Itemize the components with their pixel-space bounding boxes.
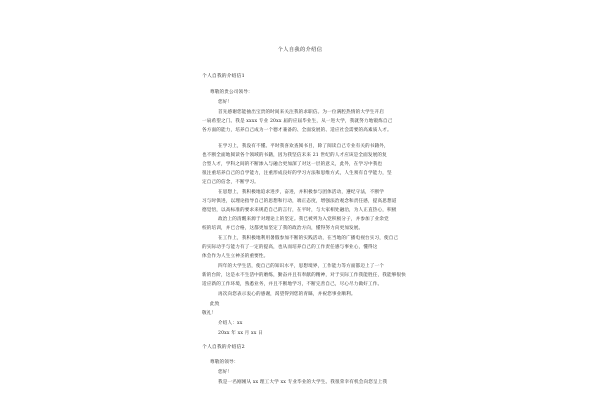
letter1-paragraph-line: 很注重培养自己的自学能力，注重形成良好的学习方法和思维方式，人生须有自学能力，坚 — [202, 171, 392, 176]
letter1-paragraph-line: 一扇希望之门。我是 xxxx 专业 20xx 届的应届毕业生，从一进大学，我就努力地锻炼自己 — [202, 119, 393, 124]
letter1-paragraph-line: 政治上的清醒来源于对理论上的坚定。我已被列为入党积极分子，并参加了业余党 — [218, 217, 389, 222]
letter1-date: 20xx 年 xx 月 xx 日 — [218, 331, 263, 336]
letter1-closing: 敬礼！ — [202, 311, 217, 316]
letter1-paragraph-line: 校的培训，并已合格，这都更加坚定了我的政治方向，懂得努力向更加发展。 — [202, 226, 364, 231]
letter2-paragraph-line: 我是一名刚刚从 xx 理工大学 xx 专业毕业的大学生。我很荣幸有机会向您呈上我 — [218, 380, 388, 385]
letter2-heading: 个人自我的介绍信2 — [202, 345, 245, 350]
letter1-paragraph-line: 习与时俱进，以理论指导自己的思想和行动，端正态度，增强法治观念和责任感，提高思想道 — [202, 199, 397, 204]
letter2-greeting: 您好！ — [218, 370, 233, 375]
letter1-paragraph-line: 各方面的能力，培养自己成为一个德才兼备的、全面发展的、适应社会需要的高素质人才。 — [202, 128, 392, 133]
letter1-heading: 个人自我的介绍信1 — [202, 74, 245, 79]
letter1-paragraph-line: 四年的大学生活，使自己的知识水平，思想境界，工作能力等方面都迈上了一个 — [218, 264, 385, 269]
letter2-salutation: 尊敬的领导： — [210, 360, 239, 365]
letter1-paragraph-line: 定自己的信念，不断学习。 — [202, 180, 259, 185]
letter1-paragraph-line: 在工作上，我积极地利用暑假参加不断的实践活动，在当地的广播电视台实习，使自己 — [218, 236, 399, 241]
letter1-paragraph-line: 德觉悟，以高标准的要求来规范自己的言行，在平时，与大家相处融洽，为人正直热心，积极 — [202, 208, 397, 213]
letter1-paragraph-line: 首先感谢您能抽出宝贵的时间来关注我的求职信。为一位满腔热情的大学生开启 — [218, 110, 385, 115]
letter1-paragraph-line: 也不断全面地阅读各个领域的书籍，因为我坚信未来 21 世纪的人才应该是全面发展的复 — [202, 153, 387, 158]
letter1-paragraph-line: 在学习上，我没有不懂。平时我喜欢查阅书目，除了阅读自己专业有关的书籍外， — [218, 144, 389, 149]
letter1-paragraph-line: 在思想上，我积极地追求进步，奋进，并积极参与团体活动，遵纪守法，不断学 — [218, 190, 385, 195]
letter1-salutation: 尊敬的贵公司领导： — [210, 90, 253, 95]
letter1-signature: 介绍人：xx — [218, 321, 243, 326]
letter1-paragraph-line: 新的台阶，这是永不生活中的磨练，勤奋并且有奉献的精神，对于实际工作我能胜任，我能够很快 — [202, 273, 406, 278]
letter1-paragraph-line: 适应新的工作环境，熟悉业务，并且不断地学习，不断完善自己，尽心尽力做好工作。 — [202, 282, 383, 287]
letter1-greeting: 您好！ — [218, 100, 233, 105]
letter1-paragraph-line: 的实际动手与能力有了一定的提高，也从而培养自己的工作责任感与事业心，懂得这 — [202, 245, 378, 250]
letter1-paragraph-line: 合型人才，学科之间的不断渗入与融合更加深了对这一层的意义，此外，在学习中我也 — [202, 162, 383, 167]
letter1-paragraph-line: 再次向您表示衷心的感谢，渴望得到您的青睐，并祝您事业顺利。 — [218, 292, 356, 297]
document-title: 个人自我的介绍信 — [277, 47, 323, 53]
letter1-paragraph-line: 体会作为人生立神圣的重要性。 — [202, 254, 269, 259]
letter1-closing: 此致 — [210, 302, 220, 307]
